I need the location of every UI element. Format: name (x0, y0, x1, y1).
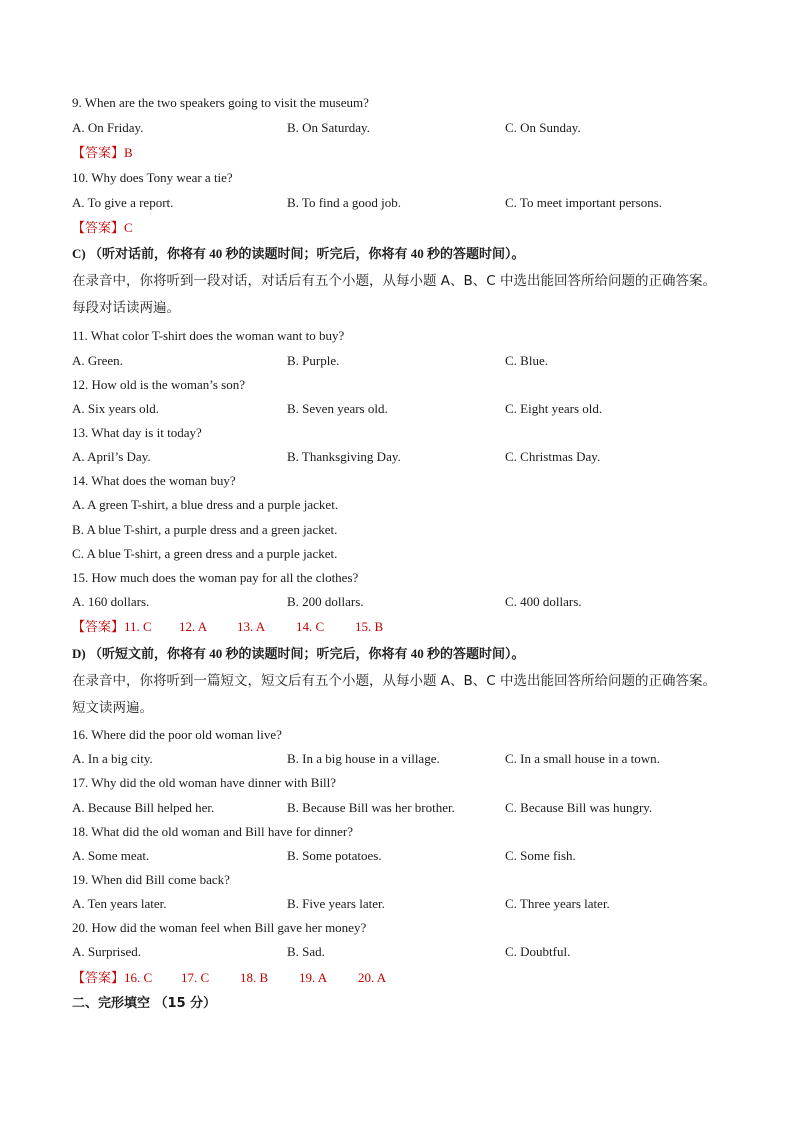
answer-item: 15. B (355, 619, 384, 634)
q9-option-c: C. On Sunday. (505, 120, 581, 135)
q10-answer (72, 220, 133, 236)
question-16: 16. Where did the poor old woman live? (72, 727, 282, 742)
q10-option-b: B. To find a good job. (287, 195, 402, 210)
q19-option-c: C. Three years later. (505, 896, 610, 911)
q12-option-a: A. Six years old. (72, 401, 160, 416)
q12-option-b: B. Seven years old. (287, 401, 388, 416)
section-d-instruction-2: 短文读两遍。 (72, 700, 153, 716)
q15-option-b: B. 200 dollars. (287, 594, 364, 609)
question-13: 13. What day is it today? (72, 425, 202, 440)
answer-value: B (124, 145, 133, 160)
q14-option-c: C. A blue T-shirt, a green dress and a purple jacket. (72, 546, 338, 561)
section-c-heading: C) （听对话前，你将有 40 秒的读题时间；听完后，你将有 40 秒的答题时间）。 (72, 246, 525, 261)
q15-option-c: C. 400 dollars. (505, 594, 582, 609)
q20-option-c: C. Doubtful. (505, 944, 571, 959)
q18-option-a: A. Some meat. (72, 848, 150, 863)
q9-option-b: B. On Saturday. (287, 120, 370, 135)
q17-option-c: C. Because Bill was hungry. (505, 800, 653, 815)
q9-answer (72, 145, 133, 161)
q11-option-a: A. Green. (72, 353, 123, 368)
question-14: 14. What does the woman buy? (72, 473, 236, 488)
section-c-instruction-1: 在录音中，你将听到一段对话，对话后有五个小题，从每小题 A、B、C 中选出能回答所给问题的正确答案。 (72, 273, 717, 289)
q11-option-b: B. Purple. (287, 353, 340, 368)
answer-item: 13. A (237, 619, 266, 634)
q16-option-a: A. In a big city. (72, 751, 153, 766)
q14-option-a: A. A green T-shirt, a blue dress and a purple jacket. (72, 497, 339, 512)
q13-option-a: A. April’s Day. (72, 449, 151, 464)
answer-label: 【答案】 (72, 220, 125, 235)
section-d-instruction-1: 在录音中，你将听到一篇短文，短文后有五个小题，从每小题 A、B、C 中选出能回答所给问题的正确答案。 (72, 673, 717, 689)
q9-option-a: A. On Friday. (72, 120, 144, 135)
section-c-answers (72, 619, 383, 635)
q20-option-a: A. Surprised. (72, 944, 141, 959)
section-c-instruction-2: 每段对话读两遍。 (72, 300, 180, 316)
section-d-answers (72, 970, 386, 986)
q18-option-b: B. Some potatoes. (287, 848, 382, 863)
q19-option-a: A. Ten years later. (72, 896, 167, 911)
q13-option-b: B. Thanksgiving Day. (287, 449, 401, 464)
section-d-heading: D) （听短文前，你将有 40 秒的读题时间；听完后，你将有 40 秒的答题时间）。 (72, 646, 525, 661)
question-18: 18. What did the old woman and Bill have for dinner? (72, 824, 353, 839)
question-15: 15. How much does the woman pay for all the clothes? (72, 570, 359, 585)
q18-option-c: C. Some fish. (505, 848, 576, 863)
part-2-heading: 二、完形填空 （15 分） (72, 996, 217, 1011)
question-9: 9. When are the two speakers going to visit the museum? (72, 95, 369, 110)
question-11: 11. What color T-shirt does the woman want to buy? (72, 328, 345, 343)
q16-option-c: C. In a small house in a town. (505, 751, 660, 766)
question-20: 20. How did the woman feel when Bill gave her money? (72, 920, 367, 935)
question-19: 19. When did Bill come back? (72, 872, 230, 887)
q10-option-a: A. To give a report. (72, 195, 174, 210)
answer-item: 18. B (240, 970, 269, 985)
answer-item: 11. C (124, 619, 152, 634)
q11-option-c: C. Blue. (505, 353, 548, 368)
answer-label: 【答案】 (72, 970, 125, 985)
answer-item: 19. A (299, 970, 328, 985)
q16-option-b: B. In a big house in a village. (287, 751, 440, 766)
question-12: 12. How old is the woman’s son? (72, 377, 245, 392)
q13-option-c: C. Christmas Day. (505, 449, 601, 464)
answer-label: 【答案】 (72, 145, 125, 160)
answer-item: 17. C (181, 970, 210, 985)
answer-item: 14. C (296, 619, 325, 634)
answer-label: 【答案】 (72, 619, 125, 634)
q14-option-b: B. A blue T-shirt, a purple dress and a green jacket. (72, 522, 338, 537)
q10-option-c: C. To meet important persons. (505, 195, 662, 210)
answer-value: C (124, 220, 133, 235)
answer-item: 16. C (124, 970, 153, 985)
q12-option-c: C. Eight years old. (505, 401, 603, 416)
q19-option-b: B. Five years later. (287, 896, 385, 911)
q15-option-a: A. 160 dollars. (72, 594, 150, 609)
answer-item: 12. A (179, 619, 208, 634)
q17-option-a: A. Because Bill helped her. (72, 800, 215, 815)
answer-item: 20. A (358, 970, 387, 985)
q20-option-b: B. Sad. (287, 944, 325, 959)
question-10: 10. Why does Tony wear a tie? (72, 170, 233, 185)
question-17: 17. Why did the old woman have dinner with Bill? (72, 775, 337, 790)
q17-option-b: B. Because Bill was her brother. (287, 800, 455, 815)
